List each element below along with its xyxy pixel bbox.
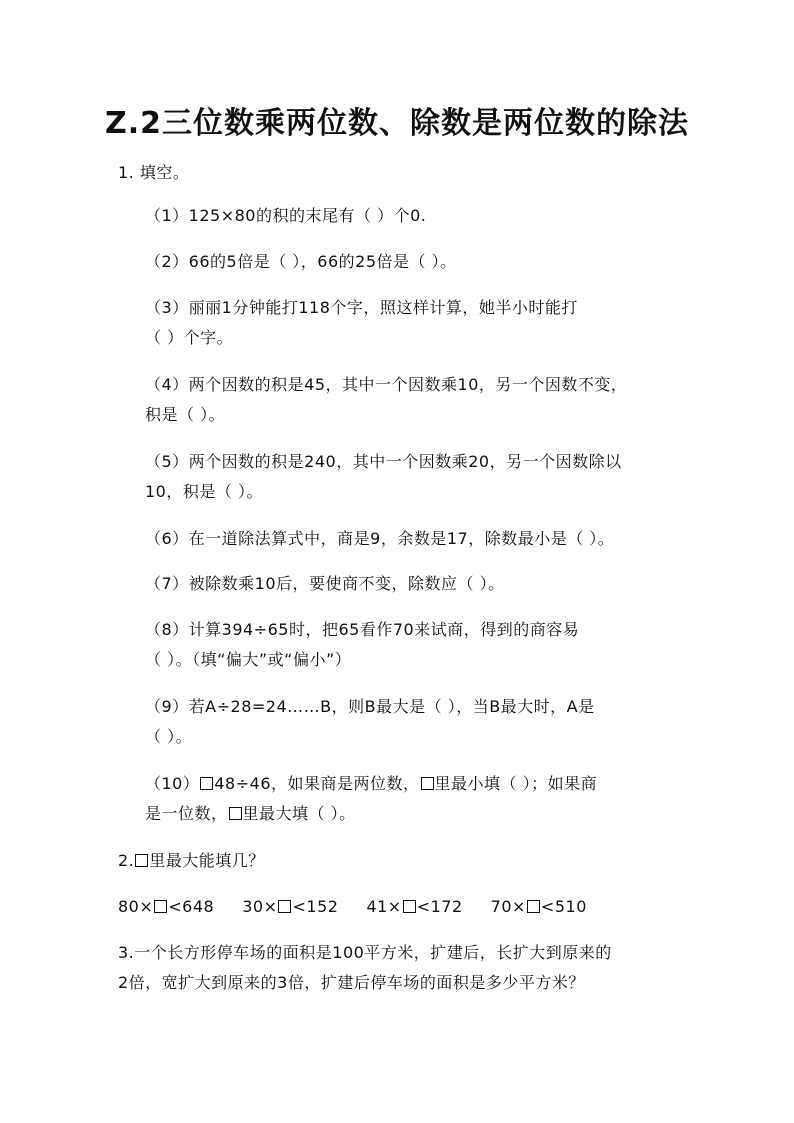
question-10-line-1	[145, 774, 597, 794]
expression-3: 41× <172	[366, 897, 463, 916]
blank-box-icon	[278, 900, 291, 913]
blank-box-icon	[421, 777, 434, 790]
question-10-line-2	[145, 804, 356, 824]
question-9-line-2: （ ）。	[145, 727, 193, 746]
question-6: （6）在一道除法算式中，商是9，余数是17，除数最小是（ ）。	[145, 529, 615, 548]
question-4-line-1: （4）两个因数的积是45，其中一个因数乘10，另一个因数不变，	[145, 375, 628, 394]
blank-box-icon	[229, 807, 242, 820]
question-10-text-d: 里最大填（ ）。	[242, 804, 356, 823]
question-10-text-b: 里最小填（ ）；如果商	[434, 774, 598, 793]
section-3-line-2: 2倍，宽扩大到原来的3倍，扩建后停车场的面积是多少平方米？	[118, 973, 585, 992]
question-8-line-1: （8）计算394÷65时，把65看作70来试商，得到的商容易	[145, 620, 580, 639]
expression-1: 80× <648	[118, 897, 215, 916]
section-2-heading: 2. 里最大能填几？	[118, 851, 265, 870]
question-8-line-2: （ ）。（填“偏大”或“偏小”）	[145, 650, 352, 669]
section-1-heading: 1. 填空。	[118, 163, 190, 182]
question-5-line-2: 10，积是（ ）。	[145, 482, 263, 501]
expression-2: 30× <152	[242, 897, 339, 916]
blank-box-icon	[154, 900, 167, 913]
question-3-line-2: （ ）个字。	[145, 328, 234, 347]
question-3-line-1: （3）丽丽1分钟能打118个字，照这样计算，她半小时能打	[145, 298, 578, 317]
section-2-expressions	[118, 897, 587, 917]
question-2: （2）66的5倍是（ ），66的25倍是（ ）。	[145, 252, 457, 271]
question-10-text-c: 是一位数，	[145, 804, 228, 823]
question-1: （1）125×80的积的末尾有（ ）个0.	[145, 206, 427, 225]
question-10-text-a: 48÷46，如果商是两位数，	[214, 774, 420, 793]
question-5-line-1: （5）两个因数的积是240，其中一个因数乘20，另一个因数除以	[145, 452, 622, 471]
blank-box-icon	[403, 900, 416, 913]
blank-box-icon	[135, 854, 148, 867]
expression-4: 70× <510	[490, 897, 587, 916]
page-title: Z.2三位数乘两位数、除数是两位数的除法	[104, 106, 690, 141]
blank-box-icon	[527, 900, 540, 913]
question-4-line-2: 积是（ ）。	[145, 405, 226, 424]
blank-box-icon	[200, 777, 213, 790]
question-7: （7）被除数乘10后，要使商不变，除数应（ ）。	[145, 574, 505, 593]
question-9-line-1: （9）若A÷28=24……B，则B最大是（ ），当B最大时，A是	[145, 697, 595, 716]
question-10-number: （10）	[145, 774, 200, 793]
section-3-line-1: 3.一个长方形停车场的面积是100平方米，扩建后，长扩大到原来的	[118, 943, 612, 962]
